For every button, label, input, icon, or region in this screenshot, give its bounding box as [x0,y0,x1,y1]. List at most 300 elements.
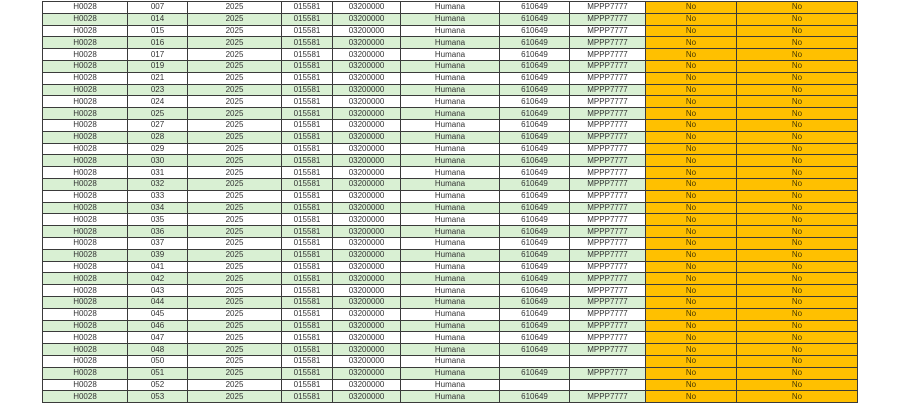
year-cell[interactable]: 2025 [188,226,282,238]
contract-id-cell[interactable]: H0028 [43,273,128,285]
flag-a-cell[interactable]: No [646,214,737,226]
rx-group-cell[interactable]: MPPP7777 [570,84,646,96]
rx-group-cell[interactable]: MPPP7777 [570,249,646,261]
rx-bin-cell[interactable]: 610649 [500,332,570,344]
payer-cell[interactable]: Humana [401,296,500,308]
contract-id-cell[interactable]: H0028 [43,285,128,297]
payer-cell[interactable]: Humana [401,379,500,391]
bin-cell[interactable]: 015581 [282,273,333,285]
pcn-cell[interactable]: 03200000 [333,143,401,155]
plan-id-cell[interactable]: 015 [128,25,188,37]
bin-cell[interactable]: 015581 [282,308,333,320]
plan-id-cell[interactable]: 043 [128,285,188,297]
flag-b-cell[interactable]: No [737,25,858,37]
flag-a-cell[interactable]: No [646,344,737,356]
rx-bin-cell[interactable]: 610649 [500,249,570,261]
rx-group-cell[interactable]: MPPP7777 [570,178,646,190]
rx-bin-cell[interactable]: 610649 [500,131,570,143]
bin-cell[interactable]: 015581 [282,178,333,190]
plan-id-cell[interactable]: 016 [128,37,188,49]
payer-cell[interactable]: Humana [401,108,500,120]
flag-a-cell[interactable]: No [646,296,737,308]
rx-group-cell[interactable]: MPPP7777 [570,155,646,167]
contract-id-cell[interactable]: H0028 [43,249,128,261]
contract-id-cell[interactable]: H0028 [43,320,128,332]
contract-id-cell[interactable]: H0028 [43,84,128,96]
plan-id-cell[interactable]: 048 [128,344,188,356]
flag-b-cell[interactable]: No [737,237,858,249]
rx-group-cell[interactable]: MPPP7777 [570,37,646,49]
contract-id-cell[interactable]: H0028 [43,108,128,120]
flag-a-cell[interactable]: No [646,261,737,273]
flag-a-cell[interactable]: No [646,320,737,332]
contract-id-cell[interactable]: H0028 [43,214,128,226]
rx-bin-cell[interactable]: 610649 [500,60,570,72]
flag-b-cell[interactable]: No [737,332,858,344]
rx-group-cell[interactable]: MPPP7777 [570,308,646,320]
flag-a-cell[interactable]: No [646,131,737,143]
rx-group-cell[interactable]: MPPP7777 [570,214,646,226]
flag-a-cell[interactable]: No [646,190,737,202]
flag-a-cell[interactable]: No [646,285,737,297]
flag-b-cell[interactable]: No [737,178,858,190]
rx-group-cell[interactable]: MPPP7777 [570,296,646,308]
plan-id-cell[interactable]: 045 [128,308,188,320]
bin-cell[interactable]: 015581 [282,96,333,108]
bin-cell[interactable]: 015581 [282,379,333,391]
year-cell[interactable]: 2025 [188,261,282,273]
rx-bin-cell[interactable]: 610649 [500,202,570,214]
pcn-cell[interactable]: 03200000 [333,249,401,261]
bin-cell[interactable]: 015581 [282,237,333,249]
flag-b-cell[interactable]: No [737,344,858,356]
plan-id-cell[interactable]: 023 [128,84,188,96]
flag-b-cell[interactable]: No [737,131,858,143]
plan-id-cell[interactable]: 021 [128,72,188,84]
plan-id-cell[interactable]: 044 [128,296,188,308]
rx-bin-cell[interactable]: 610649 [500,226,570,238]
rx-group-cell[interactable]: MPPP7777 [570,131,646,143]
flag-b-cell[interactable]: No [737,249,858,261]
year-cell[interactable]: 2025 [188,214,282,226]
contract-id-cell[interactable]: H0028 [43,237,128,249]
contract-id-cell[interactable]: H0028 [43,379,128,391]
rx-group-cell[interactable]: MPPP7777 [570,391,646,403]
flag-a-cell[interactable]: No [646,2,737,14]
pcn-cell[interactable]: 03200000 [333,273,401,285]
rx-bin-cell[interactable]: 610649 [500,96,570,108]
year-cell[interactable]: 2025 [188,37,282,49]
flag-a-cell[interactable]: No [646,202,737,214]
year-cell[interactable]: 2025 [188,155,282,167]
flag-a-cell[interactable]: No [646,25,737,37]
rx-bin-cell[interactable]: 610649 [500,49,570,61]
pcn-cell[interactable]: 03200000 [333,49,401,61]
pcn-cell[interactable]: 03200000 [333,332,401,344]
flag-a-cell[interactable]: No [646,13,737,25]
payer-cell[interactable]: Humana [401,190,500,202]
contract-id-cell[interactable]: H0028 [43,2,128,14]
flag-b-cell[interactable]: No [737,2,858,14]
year-cell[interactable]: 2025 [188,190,282,202]
contract-id-cell[interactable]: H0028 [43,119,128,131]
pcn-cell[interactable]: 03200000 [333,96,401,108]
rx-bin-cell[interactable]: 610649 [500,344,570,356]
pcn-cell[interactable]: 03200000 [333,296,401,308]
payer-cell[interactable]: Humana [401,13,500,25]
rx-group-cell[interactable]: MPPP7777 [570,367,646,379]
pcn-cell[interactable]: 03200000 [333,379,401,391]
flag-a-cell[interactable]: No [646,367,737,379]
plan-id-cell[interactable]: 031 [128,167,188,179]
flag-a-cell[interactable]: No [646,49,737,61]
flag-a-cell[interactable]: No [646,332,737,344]
flag-a-cell[interactable]: No [646,155,737,167]
year-cell[interactable]: 2025 [188,72,282,84]
payer-cell[interactable]: Humana [401,226,500,238]
flag-b-cell[interactable]: No [737,202,858,214]
contract-id-cell[interactable]: H0028 [43,49,128,61]
rx-group-cell[interactable]: MPPP7777 [570,273,646,285]
flag-b-cell[interactable]: No [737,379,858,391]
rx-bin-cell[interactable]: 610649 [500,167,570,179]
contract-id-cell[interactable]: H0028 [43,13,128,25]
plan-id-cell[interactable]: 046 [128,320,188,332]
year-cell[interactable]: 2025 [188,119,282,131]
flag-a-cell[interactable]: No [646,273,737,285]
bin-cell[interactable]: 015581 [282,344,333,356]
payer-cell[interactable]: Humana [401,60,500,72]
pcn-cell[interactable]: 03200000 [333,285,401,297]
year-cell[interactable]: 2025 [188,344,282,356]
rx-group-cell[interactable]: MPPP7777 [570,285,646,297]
rx-bin-cell[interactable]: 610649 [500,190,570,202]
rx-group-cell[interactable]: MPPP7777 [570,190,646,202]
rx-group-cell[interactable]: MPPP7777 [570,167,646,179]
payer-cell[interactable]: Humana [401,72,500,84]
payer-cell[interactable]: Humana [401,344,500,356]
flag-b-cell[interactable]: No [737,367,858,379]
rx-group-cell[interactable]: MPPP7777 [570,60,646,72]
plan-id-cell[interactable]: 053 [128,391,188,403]
rx-bin-cell[interactable]: 610649 [500,285,570,297]
year-cell[interactable]: 2025 [188,143,282,155]
flag-b-cell[interactable]: No [737,273,858,285]
rx-bin-cell[interactable]: 610649 [500,84,570,96]
flag-a-cell[interactable]: No [646,249,737,261]
bin-cell[interactable]: 015581 [282,202,333,214]
rx-group-cell[interactable]: MPPP7777 [570,344,646,356]
payer-cell[interactable]: Humana [401,143,500,155]
pcn-cell[interactable]: 03200000 [333,237,401,249]
rx-group-cell[interactable]: MPPP7777 [570,143,646,155]
rx-bin-cell[interactable]: 610649 [500,143,570,155]
bin-cell[interactable]: 015581 [282,285,333,297]
payer-cell[interactable]: Humana [401,391,500,403]
plan-id-cell[interactable]: 014 [128,13,188,25]
bin-cell[interactable]: 015581 [282,391,333,403]
year-cell[interactable]: 2025 [188,178,282,190]
flag-a-cell[interactable]: No [646,355,737,367]
pcn-cell[interactable]: 03200000 [333,119,401,131]
pcn-cell[interactable]: 03200000 [333,367,401,379]
pcn-cell[interactable]: 03200000 [333,2,401,14]
year-cell[interactable]: 2025 [188,108,282,120]
contract-id-cell[interactable]: H0028 [43,355,128,367]
payer-cell[interactable]: Humana [401,167,500,179]
year-cell[interactable]: 2025 [188,60,282,72]
bin-cell[interactable]: 015581 [282,108,333,120]
year-cell[interactable]: 2025 [188,355,282,367]
rx-bin-cell[interactable]: 610649 [500,37,570,49]
rx-group-cell[interactable]: MPPP7777 [570,119,646,131]
rx-group-cell[interactable] [570,379,646,391]
flag-b-cell[interactable]: No [737,308,858,320]
payer-cell[interactable]: Humana [401,332,500,344]
rx-group-cell[interactable]: MPPP7777 [570,202,646,214]
rx-group-cell[interactable]: MPPP7777 [570,2,646,14]
pcn-cell[interactable]: 03200000 [333,37,401,49]
year-cell[interactable]: 2025 [188,13,282,25]
contract-id-cell[interactable]: H0028 [43,367,128,379]
rx-bin-cell[interactable]: 610649 [500,108,570,120]
contract-id-cell[interactable]: H0028 [43,155,128,167]
flag-a-cell[interactable]: No [646,72,737,84]
flag-b-cell[interactable]: No [737,108,858,120]
rx-group-cell[interactable]: MPPP7777 [570,226,646,238]
contract-id-cell[interactable]: H0028 [43,202,128,214]
rx-group-cell[interactable]: MPPP7777 [570,237,646,249]
rx-bin-cell[interactable] [500,355,570,367]
rx-group-cell[interactable]: MPPP7777 [570,96,646,108]
flag-a-cell[interactable]: No [646,391,737,403]
flag-a-cell[interactable]: No [646,308,737,320]
pcn-cell[interactable]: 03200000 [333,261,401,273]
pcn-cell[interactable]: 03200000 [333,355,401,367]
rx-bin-cell[interactable]: 610649 [500,72,570,84]
contract-id-cell[interactable]: H0028 [43,391,128,403]
payer-cell[interactable]: Humana [401,84,500,96]
payer-cell[interactable]: Humana [401,155,500,167]
contract-id-cell[interactable]: H0028 [43,190,128,202]
rx-group-cell[interactable] [570,355,646,367]
plan-id-cell[interactable]: 019 [128,60,188,72]
payer-cell[interactable]: Humana [401,2,500,14]
rx-group-cell[interactable]: MPPP7777 [570,72,646,84]
rx-group-cell[interactable]: MPPP7777 [570,332,646,344]
payer-cell[interactable]: Humana [401,273,500,285]
flag-b-cell[interactable]: No [737,285,858,297]
plan-id-cell[interactable]: 036 [128,226,188,238]
plan-id-cell[interactable]: 035 [128,214,188,226]
contract-id-cell[interactable]: H0028 [43,167,128,179]
flag-b-cell[interactable]: No [737,355,858,367]
bin-cell[interactable]: 015581 [282,296,333,308]
rx-bin-cell[interactable]: 610649 [500,2,570,14]
plan-id-cell[interactable]: 017 [128,49,188,61]
payer-cell[interactable]: Humana [401,249,500,261]
rx-group-cell[interactable]: MPPP7777 [570,261,646,273]
plan-id-cell[interactable]: 034 [128,202,188,214]
year-cell[interactable]: 2025 [188,391,282,403]
pcn-cell[interactable]: 03200000 [333,131,401,143]
year-cell[interactable]: 2025 [188,84,282,96]
bin-cell[interactable]: 015581 [282,72,333,84]
year-cell[interactable]: 2025 [188,131,282,143]
plan-id-cell[interactable]: 030 [128,155,188,167]
plan-id-cell[interactable]: 007 [128,2,188,14]
plan-id-cell[interactable]: 037 [128,237,188,249]
payer-cell[interactable]: Humana [401,367,500,379]
flag-a-cell[interactable]: No [646,37,737,49]
rx-bin-cell[interactable]: 610649 [500,214,570,226]
flag-b-cell[interactable]: No [737,167,858,179]
contract-id-cell[interactable]: H0028 [43,143,128,155]
year-cell[interactable]: 2025 [188,367,282,379]
rx-group-cell[interactable]: MPPP7777 [570,13,646,25]
flag-b-cell[interactable]: No [737,13,858,25]
pcn-cell[interactable]: 03200000 [333,344,401,356]
rx-group-cell[interactable]: MPPP7777 [570,49,646,61]
payer-cell[interactable]: Humana [401,320,500,332]
year-cell[interactable]: 2025 [188,332,282,344]
pcn-cell[interactable]: 03200000 [333,308,401,320]
rx-bin-cell[interactable]: 610649 [500,25,570,37]
pcn-cell[interactable]: 03200000 [333,167,401,179]
pcn-cell[interactable]: 03200000 [333,108,401,120]
pcn-cell[interactable]: 03200000 [333,155,401,167]
pcn-cell[interactable]: 03200000 [333,202,401,214]
pcn-cell[interactable]: 03200000 [333,226,401,238]
payer-cell[interactable]: Humana [401,355,500,367]
rx-bin-cell[interactable]: 610649 [500,273,570,285]
rx-bin-cell[interactable] [500,379,570,391]
plan-id-cell[interactable]: 041 [128,261,188,273]
flag-b-cell[interactable]: No [737,261,858,273]
flag-a-cell[interactable]: No [646,143,737,155]
plan-id-cell[interactable]: 042 [128,273,188,285]
contract-id-cell[interactable]: H0028 [43,226,128,238]
bin-cell[interactable]: 015581 [282,261,333,273]
plan-id-cell[interactable]: 039 [128,249,188,261]
rx-bin-cell[interactable]: 610649 [500,308,570,320]
year-cell[interactable]: 2025 [188,308,282,320]
flag-a-cell[interactable]: No [646,119,737,131]
rx-bin-cell[interactable]: 610649 [500,391,570,403]
payer-cell[interactable]: Humana [401,37,500,49]
bin-cell[interactable]: 015581 [282,119,333,131]
contract-id-cell[interactable]: H0028 [43,131,128,143]
flag-b-cell[interactable]: No [737,320,858,332]
rx-bin-cell[interactable]: 610649 [500,296,570,308]
bin-cell[interactable]: 015581 [282,37,333,49]
contract-id-cell[interactable]: H0028 [43,37,128,49]
plan-id-cell[interactable]: 032 [128,178,188,190]
flag-b-cell[interactable]: No [737,190,858,202]
payer-cell[interactable]: Humana [401,261,500,273]
bin-cell[interactable]: 015581 [282,143,333,155]
rx-group-cell[interactable]: MPPP7777 [570,25,646,37]
pcn-cell[interactable]: 03200000 [333,25,401,37]
payer-cell[interactable]: Humana [401,49,500,61]
year-cell[interactable]: 2025 [188,25,282,37]
pcn-cell[interactable]: 03200000 [333,84,401,96]
flag-b-cell[interactable]: No [737,96,858,108]
flag-b-cell[interactable]: No [737,84,858,96]
contract-id-cell[interactable]: H0028 [43,72,128,84]
flag-b-cell[interactable]: No [737,226,858,238]
bin-cell[interactable]: 015581 [282,249,333,261]
bin-cell[interactable]: 015581 [282,131,333,143]
rx-bin-cell[interactable]: 610649 [500,178,570,190]
plan-id-cell[interactable]: 029 [128,143,188,155]
plan-id-cell[interactable]: 024 [128,96,188,108]
pcn-cell[interactable]: 03200000 [333,214,401,226]
bin-cell[interactable]: 015581 [282,190,333,202]
plan-id-cell[interactable]: 051 [128,367,188,379]
rx-bin-cell[interactable]: 610649 [500,237,570,249]
year-cell[interactable]: 2025 [188,237,282,249]
plan-id-cell[interactable]: 027 [128,119,188,131]
payer-cell[interactable]: Humana [401,178,500,190]
payer-cell[interactable]: Humana [401,202,500,214]
contract-id-cell[interactable]: H0028 [43,96,128,108]
contract-id-cell[interactable]: H0028 [43,178,128,190]
bin-cell[interactable]: 015581 [282,226,333,238]
bin-cell[interactable]: 015581 [282,214,333,226]
rx-group-cell[interactable]: MPPP7777 [570,108,646,120]
flag-b-cell[interactable]: No [737,49,858,61]
bin-cell[interactable]: 015581 [282,155,333,167]
plan-id-cell[interactable]: 047 [128,332,188,344]
rx-bin-cell[interactable]: 610649 [500,119,570,131]
flag-a-cell[interactable]: No [646,178,737,190]
pcn-cell[interactable]: 03200000 [333,190,401,202]
rx-bin-cell[interactable]: 610649 [500,155,570,167]
contract-id-cell[interactable]: H0028 [43,25,128,37]
flag-b-cell[interactable]: No [737,60,858,72]
year-cell[interactable]: 2025 [188,96,282,108]
payer-cell[interactable]: Humana [401,237,500,249]
plan-id-cell[interactable]: 050 [128,355,188,367]
bin-cell[interactable]: 015581 [282,13,333,25]
payer-cell[interactable]: Humana [401,308,500,320]
contract-id-cell[interactable]: H0028 [43,60,128,72]
pcn-cell[interactable]: 03200000 [333,178,401,190]
contract-id-cell[interactable]: H0028 [43,308,128,320]
payer-cell[interactable]: Humana [401,285,500,297]
plan-id-cell[interactable]: 028 [128,131,188,143]
year-cell[interactable]: 2025 [188,379,282,391]
flag-a-cell[interactable]: No [646,108,737,120]
rx-bin-cell[interactable]: 610649 [500,13,570,25]
flag-b-cell[interactable]: No [737,119,858,131]
plan-id-cell[interactable]: 052 [128,379,188,391]
bin-cell[interactable]: 015581 [282,25,333,37]
flag-a-cell[interactable]: No [646,226,737,238]
flag-b-cell[interactable]: No [737,37,858,49]
flag-b-cell[interactable]: No [737,143,858,155]
contract-id-cell[interactable]: H0028 [43,344,128,356]
pcn-cell[interactable]: 03200000 [333,13,401,25]
bin-cell[interactable]: 015581 [282,367,333,379]
rx-group-cell[interactable]: MPPP7777 [570,320,646,332]
payer-cell[interactable]: Humana [401,96,500,108]
year-cell[interactable]: 2025 [188,2,282,14]
pcn-cell[interactable]: 03200000 [333,60,401,72]
flag-b-cell[interactable]: No [737,214,858,226]
payer-cell[interactable]: Humana [401,119,500,131]
